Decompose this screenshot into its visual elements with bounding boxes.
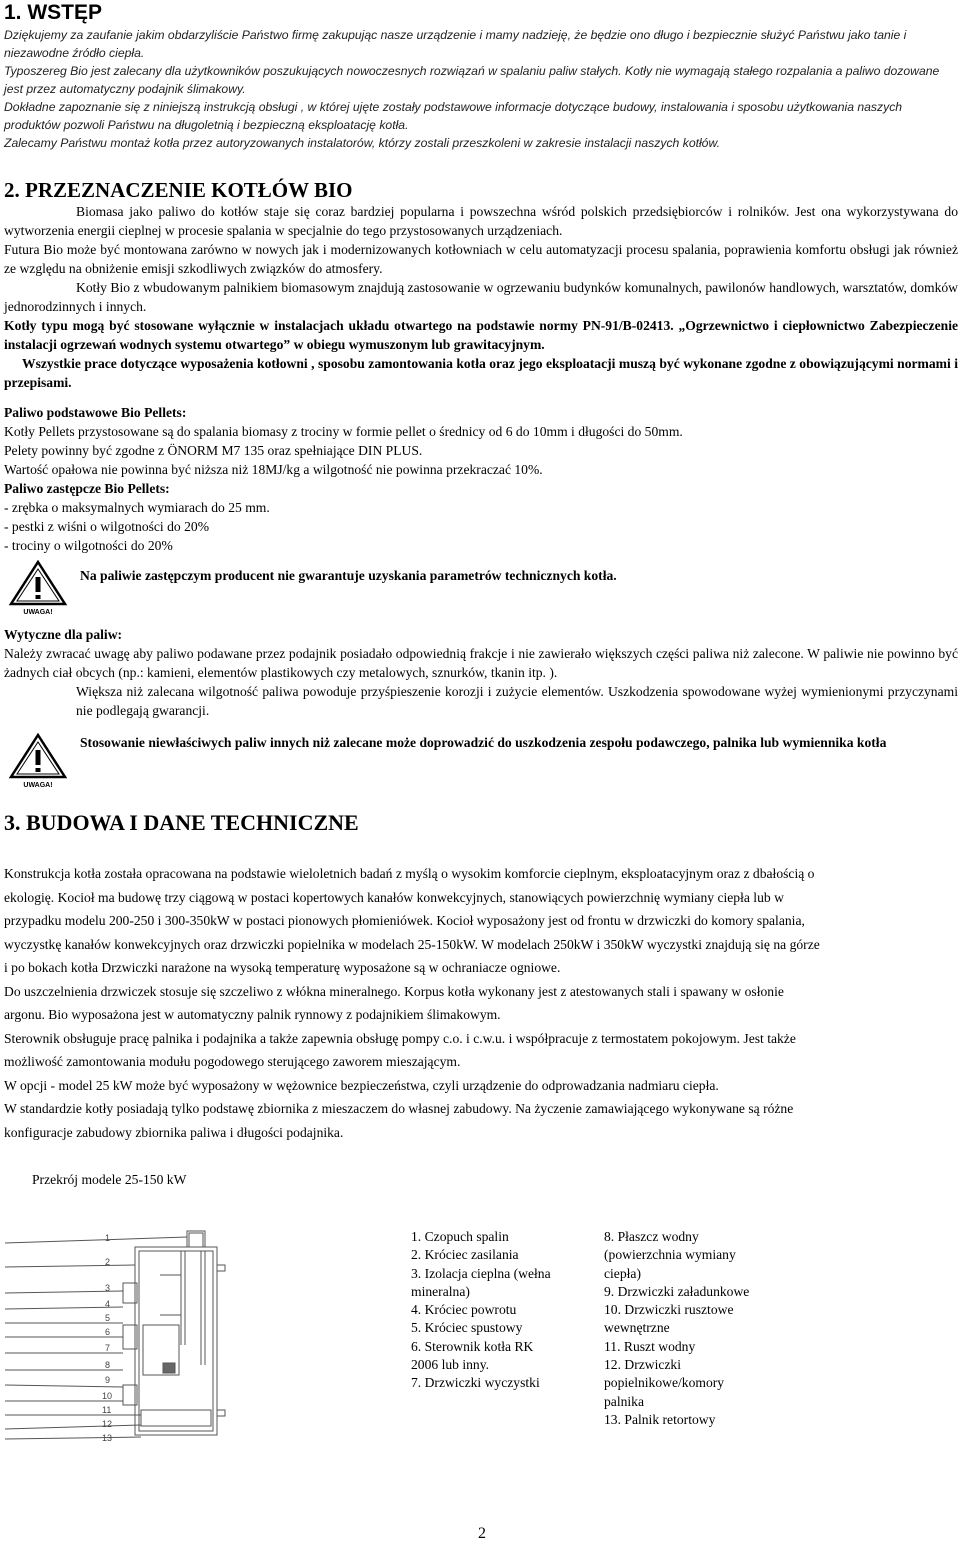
construction-line: Do uszczelnienia drzwiczek stosuje się szczeliwo z włókna mineralnego. Korpus kotła wykonany jest z atestowanych stali i spawany w osłonie [4,983,784,999]
section-3-body [4,862,954,1144]
legend-item: 6. Sterownik kotła RK [411,1338,534,1354]
diagram-number: 2 [105,1257,111,1267]
construction-line: możliwość zamontowania modułu pogodowego sterującego zaworem mieszającym. [4,1054,461,1069]
purpose-paragraph: Futura Bio może być montowana zarówno w nowych jak i modernizowanych kotłowniach w celu automatyzacji procesu spalania, poprawienia komfortu obsługi jak również ze względu na obniżenie emisji szkodliwych związków do atmosfery. [4,242,958,276]
legend-item: 11. Ruszt wodny [604,1338,696,1354]
basic-fuel-line: Kotły Pellets przystosowane są do spalania biomasy z trociny w formie pellet o średnicy od 6 do 10mm i długości do 50mm. [4,424,683,439]
alt-fuel-line: - zrębka o maksymalnych wymiarach do 25 mm. [4,500,270,515]
page-number: 2 [478,1525,486,1542]
construction-line: przypadku modelu 200-250 i 300-350kW w postaci pionowych płomieniówek. Kocioł wyposażony jest od frontu w drzwiczki do komory spalania, [4,913,805,928]
legend-item: 10. Drzwiczki rusztowe [604,1302,734,1318]
fuel-section [4,403,954,555]
alt-fuel-line: - pestki z wiśni o wilgotności do 20% [4,519,210,534]
diagram-number: 12 [102,1419,113,1429]
construction-line: Sterownik obsługuje pracę palnika i podajnika a także zapewnia obsługę pompy c.o. i c.w.u. i współpracuje z termostatem pokojowym. Jest także [4,1030,796,1046]
section-1-intro [4,26,956,152]
legend-item: 5. Króciec spustowy [411,1320,523,1336]
diagram-number: 13 [102,1433,113,1443]
legend-item: 8. Płaszcz wodny [604,1229,699,1244]
legend-item: 1. Czopuch spalin [411,1229,509,1244]
legend-item: palnika [604,1393,645,1409]
warning-icon-label: UWAGA! [23,609,53,616]
diagram-number: 11 [102,1405,112,1415]
diagram-number: 3 [105,1283,111,1293]
construction-line: W standardzie kotły posiadają tylko podstawę zbiornika z mieszaczem do własnej zabudowy. Na życzenie zamawiającego wykonywane są różne [4,1101,794,1116]
warning-triangle-icon [8,560,68,616]
construction-line: konfiguracje zabudowy zbiornika paliwa i długości podajnika. [4,1124,344,1140]
basic-fuel-line: Wartość opałowa nie powinna być niższa niż 18MJ/kg a wilgotność nie powinna przekraczać 10%. [4,462,543,477]
purpose-paragraph-regulations: Wszystkie prace dotyczące wyposażenia kotłowni , sposobu zamontowania kotła oraz jego eksploatacji muszą być wykonane zgodne z obowiązującymi normami i przepisami. [4,356,958,390]
diagram-number: 7 [105,1343,111,1353]
diagram-number: 8 [105,1360,111,1370]
construction-line: argonu. Bio wyposażona jest w automatyczny palnik rynnowy z podajnikiem ślimakowym. [4,1007,501,1022]
section-1-title: 1. WSTĘP [4,1,103,24]
construction-line: Konstrukcja kotła została opracowana na podstawie wieloletnich badań z myślą o wysokim komforcie cieplnym, eksploatacyjnym oraz z dbałością o [4,866,815,881]
diagram-number: 5 [105,1313,111,1323]
purpose-paragraph: Kotły Bio z wbudowanym palnikiem biomasowym znajdują zastosowanie w ogrzewaniu budynków komunalnych, pawilonów handlowych, warsztatów, domków jednorodzinnych i innych. [4,280,958,314]
diagram-caption: Przekrój modele 25-150 kW [32,1172,187,1187]
warning-2-text: Stosowanie niewłaściwych paliw innych niż zalecane może doprowadzić do uszkodzenia zespołu podawczego, palnika lub wymiennika kotła [80,735,887,750]
warning-triangle-icon [8,733,68,789]
legend-item: 7. Drzwiczki wyczystki [411,1375,540,1391]
diagram-number: 9 [105,1375,111,1385]
section-2-body [4,202,958,392]
construction-line: W opcji - model 25 kW może być wyposażony w wężownice bezpieczeństwa, czyli urządzenie do odprowadzania nadmiaru ciepła. [4,1077,719,1093]
fuel-guidelines [4,625,958,720]
diagram-legend-left [411,1228,586,1393]
legend-item: (powierzchnia wymiany [604,1247,736,1263]
basic-fuel-title: Paliwo podstawowe Bio Pellets: [4,405,187,420]
intro-paragraph: Dziękujemy za zaufanie jakim obdarzyliście Państwo firmę zakupując nasze urządzenie i mamy nadzieję, że będzie ono długo i bezpiecznie służyć Państwu jako tanie i niezawodne źródło ciepła. [4,28,907,60]
guidelines-title: Wytyczne dla paliw: [4,627,123,642]
construction-line: ekologię. Kocioł ma budowę trzy ciągową w postaci kopertowych kanałów konwekcyjnych, stanowiących powierzchnię wymiany ciepła lub w [4,889,784,905]
alt-fuel-line: - trociny o wilgotności do 20% [4,538,173,553]
purpose-paragraph: Biomasa jako paliwo do kotłów staje się coraz bardziej popularna i powszechna wśród polskich przedsiębiorców i rolników. Jest ona wykorzystywana do wytworzenia energii cieplnej w procesie spalania w specjalnie do tego przystosowanych urządzeniach. [4,204,958,238]
diagram-number: 6 [105,1327,111,1337]
diagram-number: 4 [105,1299,111,1309]
legend-item: 9. Drzwiczki załadunkowe [604,1283,750,1299]
legend-item: 2006 lub inny. [411,1357,490,1373]
legend-item: mineralna) [411,1283,470,1299]
diagram-number: 1 [105,1233,111,1243]
section-3-title: 3. BUDOWA I DANE TECHNICZNE [4,810,359,835]
guidelines-paragraph: Należy zwracać uwagę aby paliwo podawane przez podajnik posiadało odpowiednią frakcje i nie zawierało większych części paliwa niż zalecone. W paliwie nie powinno być żadnych ciał obcych (np.: kamieni, elementów plastikowych czy metalowych, sznurków, tkanin itp. ). [4,646,958,680]
legend-item: 2. Króciec zasilania [411,1247,519,1263]
guidelines-paragraph: Większa niż zalecana wilgotność paliwa powoduje przyśpieszenie korozji i zużycie elementów. Uszkodzenia spowodowane wyżej wymienionymi przyczynami nie podlegają gwarancji. [76,684,958,718]
warning-1-text: Na paliwie zastępczym producent nie gwarantuje uzyskania parametrów technicznych kotła. [80,568,617,583]
legend-item: popielnikowe/komory [604,1375,725,1391]
purpose-paragraph-norm: Kotły typu mogą być stosowane wyłącznie w instalacjach układu otwartego na podstawie normy PN-91/B-02413. „Ogrzewnictwo i ciepłownictwo Zabezpieczenie instalacji ogrzewań wodnych systemu otwartego” w obiegu wymuszonym lub grawitacyjnym. [4,318,958,352]
intro-paragraph: Typoszereg Bio jest zalecany dla użytkowników poszukujących nowoczesnych rozwiązań w spalaniu paliw stałych. Kotły nie wymagają stałego rozpalania a paliwo dozowane jest przez automatyczny podajnik ślimakowy. [4,64,940,96]
basic-fuel-line: Pelety powinny być zgodne z ÖNORM M7 135 oraz spełniające DIN PLUS. [4,443,423,458]
section-2-title: 2. PRZEZNACZENIE KOTŁÓW BIO [4,178,353,202]
construction-line: wyczystkę kanałów konwekcyjnych oraz drzwiczki popielnika w modelach 25-150kW. W modelach 250kW i 350kW wyczystki znajdują się na górze [4,936,820,952]
legend-item: ciepła) [604,1265,641,1281]
legend-item: 3. Izolacja cieplna (wełna [411,1265,551,1281]
intro-paragraph: Zalecamy Państwu montaż kotła przez autoryzowanych instalatorów, którzy zostali przeszkoleni w zakresie instalacji naszych kotłów. [4,136,720,150]
construction-line: i po bokach kotła Drzwiczki narażone na wysoką temperaturę wyposażone są w ochraniacze ogniowe. [4,960,561,975]
warning-icon-label: UWAGA! [23,782,53,789]
intro-paragraph: Dokładne zapoznanie się z niniejszą instrukcją obsługi , w której ujęte zostały podstawowe informacje dotyczące budowy, instalowania i sposobu użytkowania naszych produktów pozwoli Państwu na długoletnią i bezpieczną eksploatację kotła. [4,100,903,132]
diagram-legend-right [604,1228,779,1429]
alt-fuel-title: Paliwo zastępcze Bio Pellets: [4,481,170,496]
legend-item: 4. Króciec powrotu [411,1302,517,1318]
boiler-cross-section-diagram [5,1225,275,1447]
legend-item: wewnętrzne [604,1320,670,1336]
diagram-number: 10 [102,1391,113,1401]
legend-item: 12. Drzwiczki [604,1357,682,1373]
legend-item: 13. Palnik retortowy [604,1411,716,1427]
